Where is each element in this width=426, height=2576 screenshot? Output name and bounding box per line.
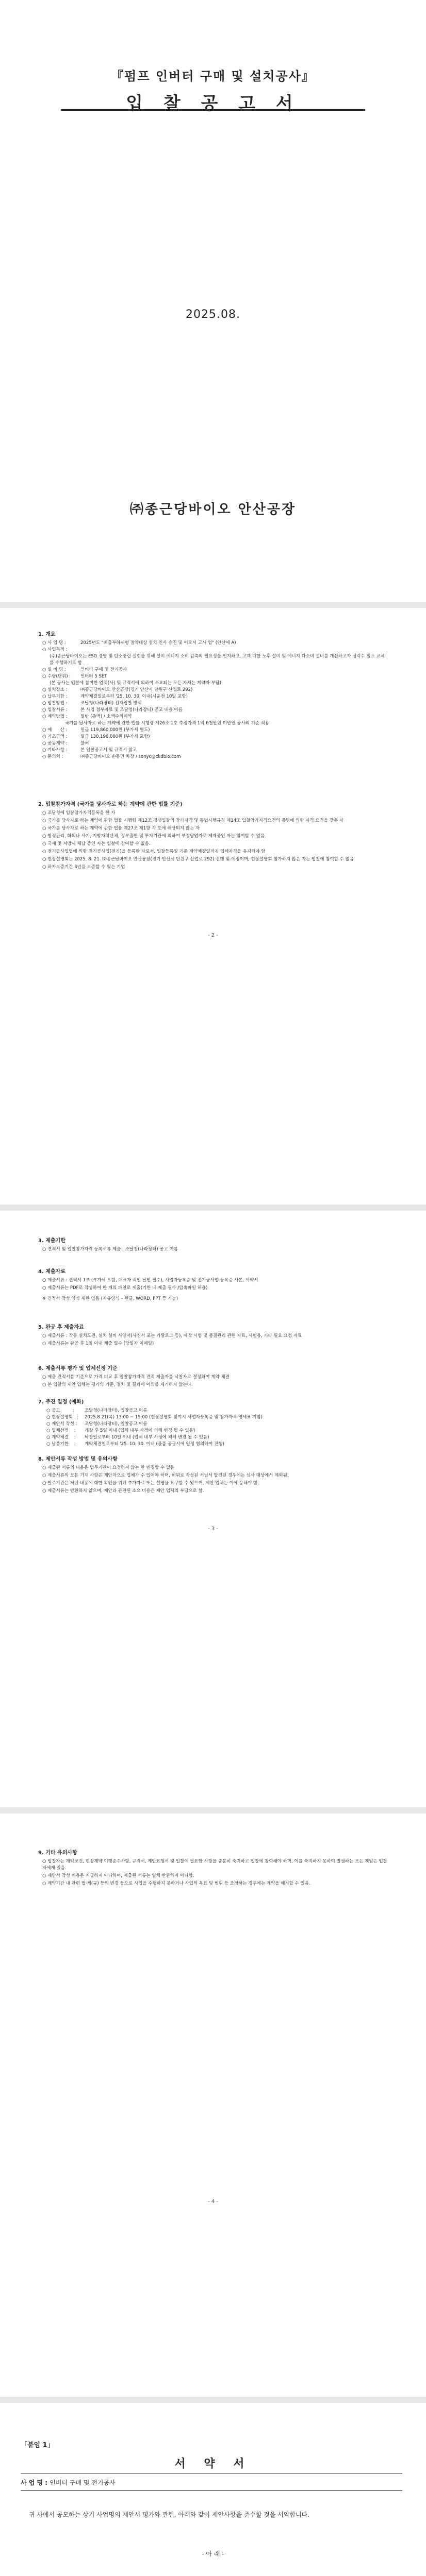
section-heading: 3. 제출기한 [38,1238,65,1244]
detail-value: 일금 119,860,000원 (부가세 별도) [80,727,150,733]
list-item: ○ 현장설명회는 2025. 8. 21. ㈜종근당바이오 안산공장(경기 안산시 단원구 산업로 292) 진행 및 예정이며, 현장설명회 참가하지 않은 자는 입찰에 참여할 수 없음 [42,857,354,862]
deadline-items [38,1246,389,1253]
detail-row [42,1441,389,1448]
detail-row [38,734,389,740]
detail-key: ○ 현장설명회 : [46,1415,79,1420]
pledge-project [21,2477,402,2488]
detail-key: ○ 입찰방법 : [42,701,68,706]
detail-key: ○ 계약방법 : [42,714,68,719]
detail-key: ○ 공동계약 : [42,741,68,746]
cover-date: 2025.08. [186,308,240,321]
detail-row [42,1408,389,1414]
section-qualification [38,801,389,872]
section-completion [38,1324,389,1348]
detail-value: 2025년도 "배출부하제형 절약대상 설치 인사 승진 및 이로서 고사 업" (안산에 A) [80,640,236,646]
detail-row [38,707,389,714]
section-deadline [38,1238,389,1254]
cover-title [0,66,426,114]
pledge-title: 서 약 서 [174,2458,252,2470]
list-item: ○ 국가를 당사자로 하는 계약에 관한 법률 시행령 제12조 경쟁입찰의 참가자격 및 동법시행규칙 제14조 입찰참가자격요건의 증명에 의한 자격 요건을 갖춘 자 [42,818,343,823]
detail-value [80,647,389,653]
detail-value: 인버터 5 SET [80,674,107,679]
detail-row [42,1414,389,1421]
detail-key: ○ 설치장소 : [42,687,68,692]
section-heading: 6. 제출서류 평가 및 업체선정 기준 [38,1366,118,1371]
detail-key: ○ 공고 : [46,1408,74,1413]
cover-title-line2: 입 찰 공 고 서 [126,93,300,114]
detail-value: 계약체결일로부터 '25. 10. 30. 이내(시운전 10일 포함) [80,694,188,699]
other-note-items [38,1858,389,1887]
detail-value: 2025.8.21(목) 13:00 ~ 15:00 (현장설명회 참여시 사업자등록증 및 참가자격 명세표 지참) [85,1415,263,1420]
detail-row [38,740,389,747]
section-heading: 2. 입찰참가자격 (국가를 당사자로 하는 계약에 관한 법률 기준) [38,802,183,807]
detail-value: 계약체결일로부터 '25. 10. 30. 이내 (물품 공급시에 일정 협의하여 진행) [85,1442,224,1447]
page-separator [0,2397,426,2403]
detail-key: ○ 납품기한 : [46,1442,76,1447]
section-heading: 7. 주진 일정 (예화) [38,1399,84,1405]
page-separator [0,1807,426,1814]
section-overview [38,631,389,760]
page-number: - 2 - [208,933,218,938]
detail-value: ㈜종근당바이오 안산공장(경기 안산시 단원구 산업로 292) [80,687,193,692]
detail-value: 조달청(나라장터) 전자입찰 방식 [80,701,142,706]
section-heading: 5. 완공 후 제출자료 [38,1325,84,1330]
list-item: ○ 제출서류는 완공 후 1일 이내 제출 필수 (당일자 이메일) [42,1341,154,1346]
pledge-intro: 귀 사에서 공모하는 상기 사업명의 제안서 평가와 관련, 아래와 같이 제안사항을 준수할 것을 서약합니다. [29,2511,310,2518]
detail-row [38,667,389,673]
detail-value: 불허 [80,741,89,746]
detail-key: ○ 사업목적 : [42,647,68,652]
detail-value: 본 입찰공고서 및 규격서 참고 [80,748,137,753]
detail-key: ○ 기초금액 : [42,734,68,739]
detail-row [38,714,389,720]
instruction-items [38,1465,389,1495]
detail-key: ○ 계약체결 : [46,1435,76,1440]
detail-value: 인버터 구매 및 전기공사 [80,667,127,672]
list-item: ○ 제출서류는 반환하지 않으며, 제안과 관련된 소요 비용은 제안 업체의 부담으로 함. [42,1488,204,1494]
section-evaluation [38,1365,389,1389]
section-instructions [38,1456,389,1496]
list-item: ○ 하자보증기간 3년을 보증할 수 있는 기업 [42,865,125,870]
detail-key: ○ 사 업 명 : [42,640,66,646]
detail-key: ○ 제안서 작성 : [46,1421,77,1427]
detail-key: ○ 업체선정 : [46,1428,76,1433]
detail-key: ○ 예 산 : [42,727,68,733]
detail-row [38,647,389,653]
detail-value: 일반 (총액) / 소액수의계약 [80,714,132,719]
list-item: ○ 계약기간 내 관련 법·제(규) 등의 변경 등으로 사업을 수행하지 못하거나 사업의 목표 및 범위 등 조정하는 경우에는 계약을 해지할 수 있음. [42,1881,310,1886]
detail-value: 조달청(나라장터), 입찰공고 이름 [85,1408,148,1413]
section-heading: 8. 제안서류 작성 방법 및 유의사항 [38,1456,118,1462]
detail-row [42,1421,389,1428]
list-item: ○ 제출된 서류의 내용은 법무기관이 요청하지 않는 한 변경할 수 없음 [42,1465,175,1470]
list-item: ○ 국세 및 지방세 체납 중인 자는 입찰에 참여할 수 없음. [42,841,151,846]
section-other-notes [38,1850,389,1888]
detail-key: ○ 수량(단위) : [42,674,71,679]
project-value: 인버터 구매 및 전기공사 [50,2479,116,2486]
section-schedule [38,1399,389,1448]
detail-value: ㈜종근당바이오 손동민 차장 / sonyc@ckdbio.com [80,754,181,759]
detail-key: ○ 설 비 명 : [42,667,66,672]
detail-value: 일금 130,196,000원 (부가세 포함) [80,734,150,739]
list-item: ○ 제출서류는 PDF로 작성하여 한 개의 파일로 제출(기한 내 제출 필수 /압축파일 허용) [42,1285,208,1291]
detail-row [42,1428,389,1434]
detail-value: (본 공사는 입찰에 참여한 업체(사) 및 규격서에 의하여 소요되는 모든 자재는 계약자 부담) [50,681,222,686]
page-number: - 4 - [208,2199,218,2205]
evaluation-items [38,1374,389,1388]
detail-key: ○ 납부기한 : [42,694,68,699]
detail-row [38,653,389,667]
detail-value: 조달청(나라장터), 입찰공고 이름 [85,1421,148,1427]
pledge-project-rule [21,2490,402,2491]
detail-value: 개찰 후 5일 이내 (업체 내부 사정에 의해 변경 될 수 있음) [85,1428,195,1433]
list-item: ○ 견적서 및 입찰참가자격 등록서류 제출 : 조달청(나라장터) 공고 이름 [42,1247,178,1252]
cover-title-rule [61,109,365,111]
detail-row [38,747,389,754]
section-heading: 4. 제출자료 [38,1269,65,1275]
list-item: ○ 본 입찰의 제안 업체는 평가의 기준, 절차 및 결과에 이의를 제기하지 않는다. [42,1382,193,1387]
detail-key: ○ 기타사항 : [42,748,68,753]
list-item: ○ 제출 견적서를 기준으로 가격 비교 후 입찰참가자격 견적 제출자를 낙찰자로 결정하여 계약 체결 [42,1375,230,1380]
pledge-below-heading: - 아 래 - [202,2550,224,2557]
detail-value: (주)종근당바이오는 ESG 경영 및 탄소중립 실현을 위해 설비 에너지 소비 감축의 필요성을 인지하고, 고객 대한 노후 설비 및 에너지 다소비 설비를 개선하고자 냉각수 펌프 교체를 수행하기로 함 [50,654,385,666]
list-item: ○ 국가를 당사자로 하는 계약에 관한 법률 제27조 제1항 각 호에 해당되지 않는 자 [42,826,200,831]
section-heading: 9. 기타 유의사항 [38,1850,77,1856]
detail-row [38,700,389,707]
list-item: ○ 발주기관은 제안 내용에 대한 확인을 위해 추가자료 또는 설명을 요구할 수 있으며, 제안 업체는 이에 응해야 함. [42,1481,259,1486]
page-separator [0,602,426,608]
list-item: ○ 법정관리, 화의나 사기, 지방자치단체, 정부출연 및 투자기관에 의하여 부정당업자로 제재중인 자는 참여할 수 없음. [42,834,266,839]
list-item: ○ 제안서 작성 비용은 지급하지 아니하며, 제출된 서류는 일체 반환하지 아니함. [42,1873,194,1878]
list-item: ○ 제출서류 : 작동 설치도면, 설치 설비 사양서(사진서 포는 카탈로그 등), 제작 시험 및 품질관리 관련 자료, 시험용, 기타 필요 요청 자료 [42,1333,302,1338]
attachment-label: 「붙임 1」 [21,2442,54,2449]
qualification-items [38,810,389,871]
submission-note: ※ 견적서 작성 양식 제한 없음 (자유양식 – 한글, WORD, PPT 등 가능) [42,1296,178,1301]
page-number: - 3 - [208,1526,218,1532]
detail-row [38,754,389,760]
detail-row [38,640,389,647]
detail-row [42,1434,389,1441]
list-item: ○ 조달청에 입찰참가자격등록을 한 자 [42,810,116,816]
cover-title-line1: 『펌프 인버터 구매 및 설치공사』 [111,69,315,83]
list-item: ○ 제출서류 : 견적서 1부 (부가세 포함, 대표자 직인 날인 필수), 사업자등록증 및 전기공사업 등록증 사본, 서약서 [42,1278,258,1283]
section-submissions [38,1268,389,1302]
schedule-rows [38,1408,389,1448]
list-item: ○ 제출서류의 모든 기재 사항은 제안자으로 업체가 수 있어야 하며, 허위로 작성된 서님서 발견된 경우에는 심사 대상에서 제외됨. [42,1473,289,1478]
detail-row [38,727,389,734]
overview-rows [38,640,389,760]
cover-company: ㈜종근당바이오 안산공장 [129,502,297,517]
detail-row [38,687,389,693]
detail-row [38,680,389,687]
submission-items [38,1277,389,1292]
detail-key: ○ 문의처 : [42,754,63,759]
page-separator [0,1205,426,1211]
detail-value: 국가를 당사자로 하는 계약에 관한 법률 시행령 제26조 1호 추정가격 1억 6천만원 미만인 공사의 기준 적용 [65,721,270,726]
detail-value: 본 사업 첨부자료 및 조달청(나라장터) 공고 내용 이름 [80,707,183,713]
list-item: ○ 입찰자는 계약조건, 현장계약 이행준수사항, 규격서, 제안요청서 및 입찰에 필요한 사항을 충분히 숙지하고 입찰에 참여해야 하며, 이를 숙지하지 못하여 발생하는 모든 책임은 입찰자에게 있음. [42,1859,387,1871]
detail-value: 낙찰일로부터 10일 이내 (업체 내부 사정에 의해 변경 될 수 있음) [85,1435,209,1440]
completion-items [38,1333,389,1347]
list-item: ○ 전기공사업법에 의한 전기공사업(전기)을 등록한 자로서, 입찰등록일 기준 계약체결일까지 업체자격을 유지해야 함 [42,849,266,854]
detail-row [38,693,389,700]
section-heading: 1. 개요 [38,632,56,637]
detail-key: ○ 입찰서류 : [42,707,68,713]
project-label: 사 업 명 : [21,2479,48,2486]
detail-row [38,720,389,727]
detail-row [38,673,389,680]
